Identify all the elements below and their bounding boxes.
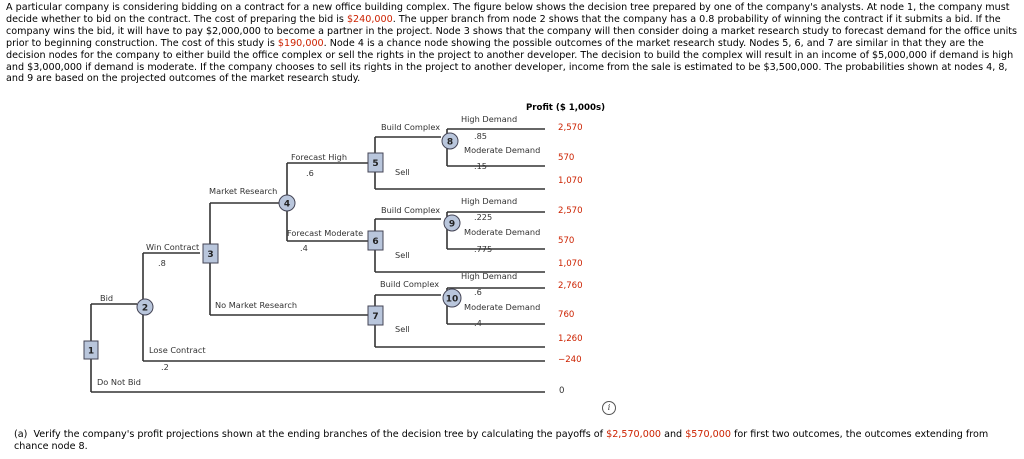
label-sell-7: Sell [395, 324, 410, 334]
label-high-demand-9: High Demand [461, 196, 518, 206]
label-win-contract: Win Contract [146, 242, 200, 252]
chance-node-10 [443, 289, 461, 307]
label-forecast-moderate-prob: .4 [300, 243, 308, 253]
node-number: 6 [372, 237, 379, 247]
label-moderate-prob-9: .775 [474, 244, 493, 254]
question-a [14, 429, 1018, 453]
label-lose-contract: Lose Contract [149, 345, 206, 355]
decision-node-6 [368, 231, 383, 250]
info-icon[interactable]: i [602, 401, 616, 415]
label-lose-prob: .2 [161, 362, 169, 372]
chance-node-9 [444, 215, 460, 231]
payoff-4: 2,570 [558, 206, 583, 216]
label-build-complex-5: Build Complex [381, 122, 441, 132]
node-number: 7 [372, 312, 379, 322]
label-forecast-high: Forecast High [291, 152, 348, 162]
problem-text-2: . The upper branch from node 2 shows that the company has a 0.8 probability of winning the contract if it submits a bid. If the company wins the bid, it will have to pay $2,000,000 to become a partner in the project. Node 3 shows that the company will then consider doing a market research study to forecast demand for the office units prior to beginning construction. The cost of this study is [6, 13, 1017, 49]
label-market-research: Market Research [209, 186, 278, 196]
payoff-8: 760 [558, 310, 575, 320]
label-win-prob: .8 [158, 258, 166, 268]
question-text-3: for first two outcomes, the outcomes extending from chance node 8. [14, 429, 989, 452]
node-number: 1 [87, 346, 95, 357]
node-number: 9 [448, 219, 456, 230]
label-moderate-prob-10: .4 [474, 318, 482, 328]
chance-node-8 [442, 133, 458, 149]
problem-text-1: A particular company is considering bidding on a contract for a new office building complex. The figure below shows the decision tree prepared by one of the company's analysts. At node 1, the company must decide whether to bid on the contract. The cost of preparing the bid is [6, 2, 1010, 25]
decision-node-3 [203, 244, 218, 263]
payoff-7: 2,760 [558, 281, 583, 291]
label-forecast-high-prob: .6 [306, 168, 314, 178]
label-high-prob-8: .85 [474, 131, 488, 141]
decision-node-1 [84, 341, 98, 359]
bid-cost-value: $240,000 [346, 13, 393, 25]
label-moderate-demand-10: Moderate Demand [464, 302, 541, 312]
payoff-3: 1,070 [558, 176, 583, 186]
label-build-complex-6: Build Complex [381, 205, 441, 215]
study-cost-value: $190,000 [277, 37, 324, 49]
question-text-1: (a) Verify the company's profit projections shown at the ending branches of the decision tree by calculating the payoffs of [14, 429, 607, 440]
payoff-11: 0 [559, 386, 565, 396]
decision-node-5 [368, 153, 383, 172]
question-value-2: $570,000 [685, 429, 731, 440]
node-number: 4 [283, 199, 291, 210]
node-number: 10 [445, 294, 459, 305]
label-sell-5: Sell [395, 167, 410, 177]
label-moderate-demand-9: Moderate Demand [464, 227, 541, 237]
payoff-6: 1,070 [558, 259, 583, 269]
payoff-2: 570 [558, 153, 575, 163]
decision-node-7 [368, 306, 383, 325]
payoff-5: 570 [558, 236, 575, 246]
payoff-1: 2,570 [558, 123, 583, 133]
problem-text-3: . Node 4 is a chance node showing the possible outcomes of the market research study. Nodes 5, 6, and 7 are similar in that they are the decision nodes for the company to either build the office complex or sell the rights in the project to another developer. The decision to build the complex will result in an income of $5,000,000 if demand is high and $3,000,000 if demand is moderate. If the company chooses to sell its rights in the project to another developer, income from the sale is estimated to be $3,500,000. The probabilities shown at nodes 4, 8, and 9 are based on the projected outcomes of the market research study. [6, 37, 1014, 85]
chance-node-2 [137, 299, 153, 315]
label-high-prob-10: .6 [474, 287, 482, 297]
label-no-market-research: No Market Research [215, 300, 298, 310]
label-moderate-prob-8: .15 [474, 161, 488, 171]
label-high-demand-10: High Demand [461, 271, 518, 281]
question-value-1: $2,570,000 [606, 429, 662, 440]
payoff-9: 1,260 [558, 334, 583, 344]
payoff-10: −240 [558, 355, 582, 365]
label-build-complex-7: Build Complex [380, 279, 440, 289]
node-number: 5 [372, 159, 379, 169]
question-text-2: and [661, 429, 686, 440]
label-high-demand-8: High Demand [461, 114, 518, 124]
label-forecast-moderate: Forecast Moderate [287, 228, 364, 238]
label-moderate-demand-8: Moderate Demand [464, 145, 541, 155]
node-number: 2 [141, 303, 149, 314]
node-number: 8 [446, 137, 454, 148]
label-bid: Bid [100, 293, 114, 303]
node-number: 3 [207, 250, 214, 260]
profit-header: Profit ($ 1,000s) [526, 103, 606, 113]
label-high-prob-9: .225 [474, 212, 493, 222]
chance-node-4 [279, 195, 295, 211]
label-do-not-bid: Do Not Bid [97, 377, 141, 387]
label-sell-6: Sell [395, 250, 410, 260]
